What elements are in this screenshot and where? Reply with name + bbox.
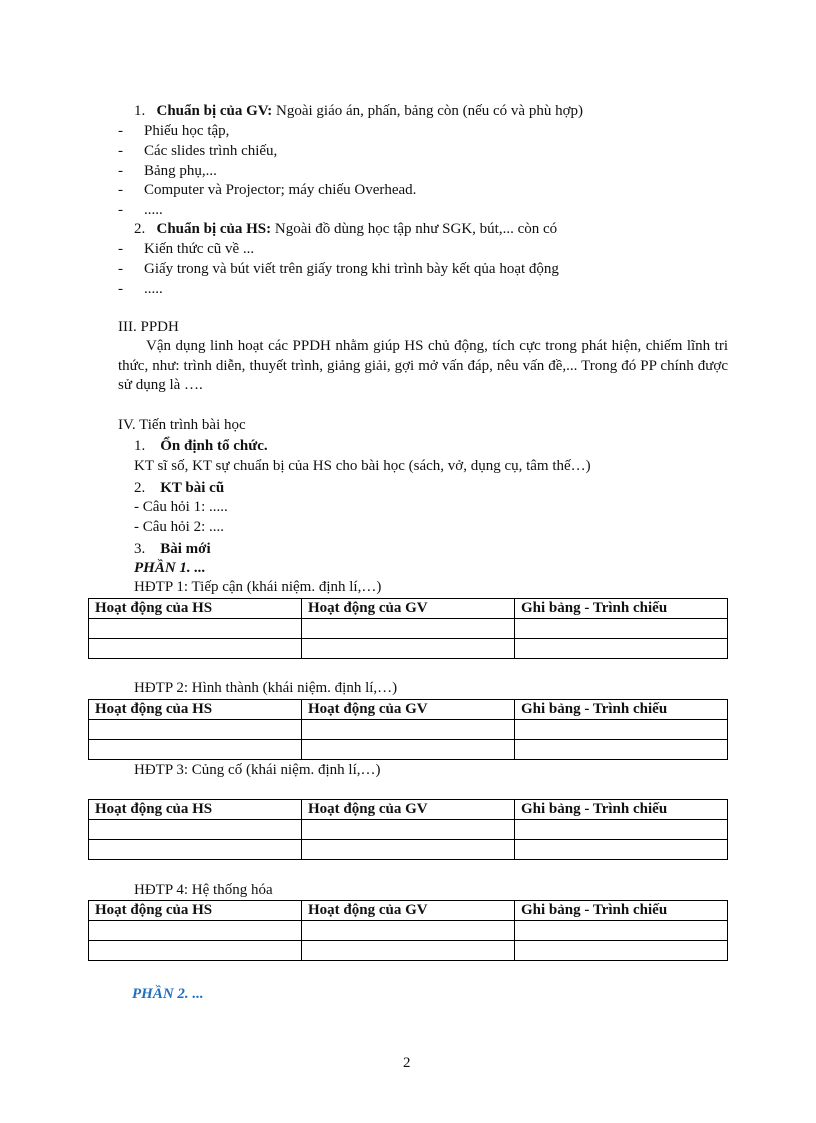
list-dash: - bbox=[118, 202, 123, 218]
table-header-row bbox=[89, 800, 728, 820]
question-item: - Câu hỏi 1: ..... bbox=[134, 499, 228, 515]
header-gv: Hoạt động của GV bbox=[302, 901, 515, 921]
list-dash: - bbox=[118, 182, 123, 198]
table-cell bbox=[302, 740, 515, 760]
list-item: Bảng phụ,... bbox=[144, 163, 217, 179]
prep-hs-label: Chuẩn bị của HS: bbox=[156, 221, 272, 237]
part1-heading: PHẦN 1. ... bbox=[134, 560, 206, 576]
activity-table bbox=[88, 799, 728, 860]
list-item: ..... bbox=[144, 202, 163, 218]
step1-label: Ổn định tổ chức. bbox=[160, 438, 268, 454]
page-number: 2 bbox=[403, 1055, 411, 1071]
table-cell bbox=[515, 720, 728, 740]
step1-number: 1. bbox=[134, 438, 146, 454]
hdtp-label: HĐTP 4: Hệ thống hóa bbox=[134, 882, 273, 898]
step2-label: KT bài cũ bbox=[160, 480, 225, 496]
ppdh-heading: III. PPDH bbox=[118, 319, 179, 335]
table-row bbox=[89, 740, 728, 760]
hdtp-label: HĐTP 3: Củng cố (khái niệm. định lí,…) bbox=[134, 762, 381, 778]
list-item: Giấy trong và bút viết trên giấy trong khi trình bày kết qủa hoạt động bbox=[144, 261, 559, 277]
activity-table bbox=[88, 699, 728, 760]
header-gv: Hoạt động của GV bbox=[302, 700, 515, 720]
list-item: Kiến thức cũ về ... bbox=[144, 241, 255, 257]
table-cell bbox=[515, 840, 728, 860]
prep-hs-number: 2. bbox=[134, 221, 146, 237]
list-dash: - bbox=[118, 241, 123, 257]
table-row bbox=[89, 639, 728, 659]
table-cell bbox=[89, 720, 302, 740]
header-hs: Hoạt động của HS bbox=[89, 901, 302, 921]
prep-gv-line bbox=[134, 102, 583, 122]
table-cell bbox=[515, 740, 728, 760]
activity-table bbox=[88, 900, 728, 961]
table-row bbox=[89, 820, 728, 840]
header-board: Ghi bảng - Trình chiếu bbox=[515, 901, 728, 921]
list-item: ..... bbox=[144, 281, 163, 297]
prep-gv-label: Chuẩn bị của GV: bbox=[156, 103, 273, 119]
header-hs: Hoạt động của HS bbox=[89, 700, 302, 720]
list-dash: - bbox=[118, 163, 123, 179]
prep-hs-text: Ngoài đồ dùng học tập như SGK, bút,... còn có bbox=[271, 221, 558, 237]
step1-line bbox=[134, 437, 268, 457]
table-cell bbox=[89, 941, 302, 961]
activity-table bbox=[88, 598, 728, 659]
table-row bbox=[89, 840, 728, 860]
process-heading: IV. Tiến trình bài học bbox=[118, 417, 246, 433]
table-cell bbox=[302, 941, 515, 961]
table-row bbox=[89, 619, 728, 639]
list-item: Computer và Projector; máy chiếu Overhead. bbox=[144, 182, 417, 198]
header-hs: Hoạt động của HS bbox=[89, 800, 302, 820]
table-cell bbox=[89, 619, 302, 639]
hdtp-label: HĐTP 2: Hình thành (khái niệm. định lí,…) bbox=[134, 680, 398, 696]
header-board: Ghi bảng - Trình chiếu bbox=[515, 800, 728, 820]
part2-heading: PHẦN 2. ... bbox=[132, 986, 204, 1002]
table-cell bbox=[515, 639, 728, 659]
header-board: Ghi bảng - Trình chiếu bbox=[515, 700, 728, 720]
ppdh-paragraph: Vận dụng linh hoạt các PPDH nhằm giúp HS chủ động, tích cực trong phát hiện, chiếm lĩnh tri thức, như: trình diễn, thuyết trình, giảng giải, gợi mở vấn đáp, nêu vấn đề,... Trong đó PP chính được sử dụng là …. bbox=[118, 338, 728, 393]
table-cell bbox=[302, 639, 515, 659]
table-row bbox=[89, 921, 728, 941]
table-header-row bbox=[89, 700, 728, 720]
step3-label: Bài mới bbox=[160, 541, 211, 557]
prep-hs-line bbox=[134, 220, 557, 240]
table-cell bbox=[302, 720, 515, 740]
header-board: Ghi bảng - Trình chiếu bbox=[515, 599, 728, 619]
table-header-row bbox=[89, 599, 728, 619]
table-cell bbox=[515, 941, 728, 961]
hdtp-label: HĐTP 1: Tiếp cận (khái niệm. định lí,…) bbox=[134, 579, 382, 595]
step3-number: 3. bbox=[134, 541, 146, 557]
table-cell bbox=[515, 820, 728, 840]
table-cell bbox=[515, 619, 728, 639]
table-header-row bbox=[89, 901, 728, 921]
step1-text: KT sĩ số, KT sự chuẩn bị của HS cho bài học (sách, vở, dụng cụ, tâm thế…) bbox=[134, 458, 591, 474]
table-cell bbox=[89, 921, 302, 941]
header-gv: Hoạt động của GV bbox=[302, 599, 515, 619]
table-cell bbox=[89, 820, 302, 840]
table-cell bbox=[302, 840, 515, 860]
header-gv: Hoạt động của GV bbox=[302, 800, 515, 820]
table-cell bbox=[302, 820, 515, 840]
table-cell bbox=[89, 740, 302, 760]
step2-line bbox=[134, 479, 224, 499]
table-cell bbox=[89, 840, 302, 860]
step3-line bbox=[134, 540, 211, 560]
table-cell bbox=[302, 921, 515, 941]
table-cell bbox=[89, 639, 302, 659]
table-row bbox=[89, 941, 728, 961]
header-hs: Hoạt động của HS bbox=[89, 599, 302, 619]
prep-gv-text: Ngoài giáo án, phấn, bảng còn (nếu có và phù hợp) bbox=[272, 103, 584, 119]
table-row bbox=[89, 720, 728, 740]
list-item: Phiếu học tập, bbox=[144, 123, 230, 139]
list-dash: - bbox=[118, 261, 123, 277]
prep-gv-number: 1. bbox=[134, 103, 146, 119]
list-dash: - bbox=[118, 123, 123, 139]
list-dash: - bbox=[118, 281, 123, 297]
table-cell bbox=[302, 619, 515, 639]
question-item: - Câu hỏi 2: .... bbox=[134, 519, 224, 535]
list-item: Các slides trình chiếu, bbox=[144, 143, 278, 159]
list-dash: - bbox=[118, 143, 123, 159]
table-cell bbox=[515, 921, 728, 941]
step2-number: 2. bbox=[134, 480, 146, 496]
